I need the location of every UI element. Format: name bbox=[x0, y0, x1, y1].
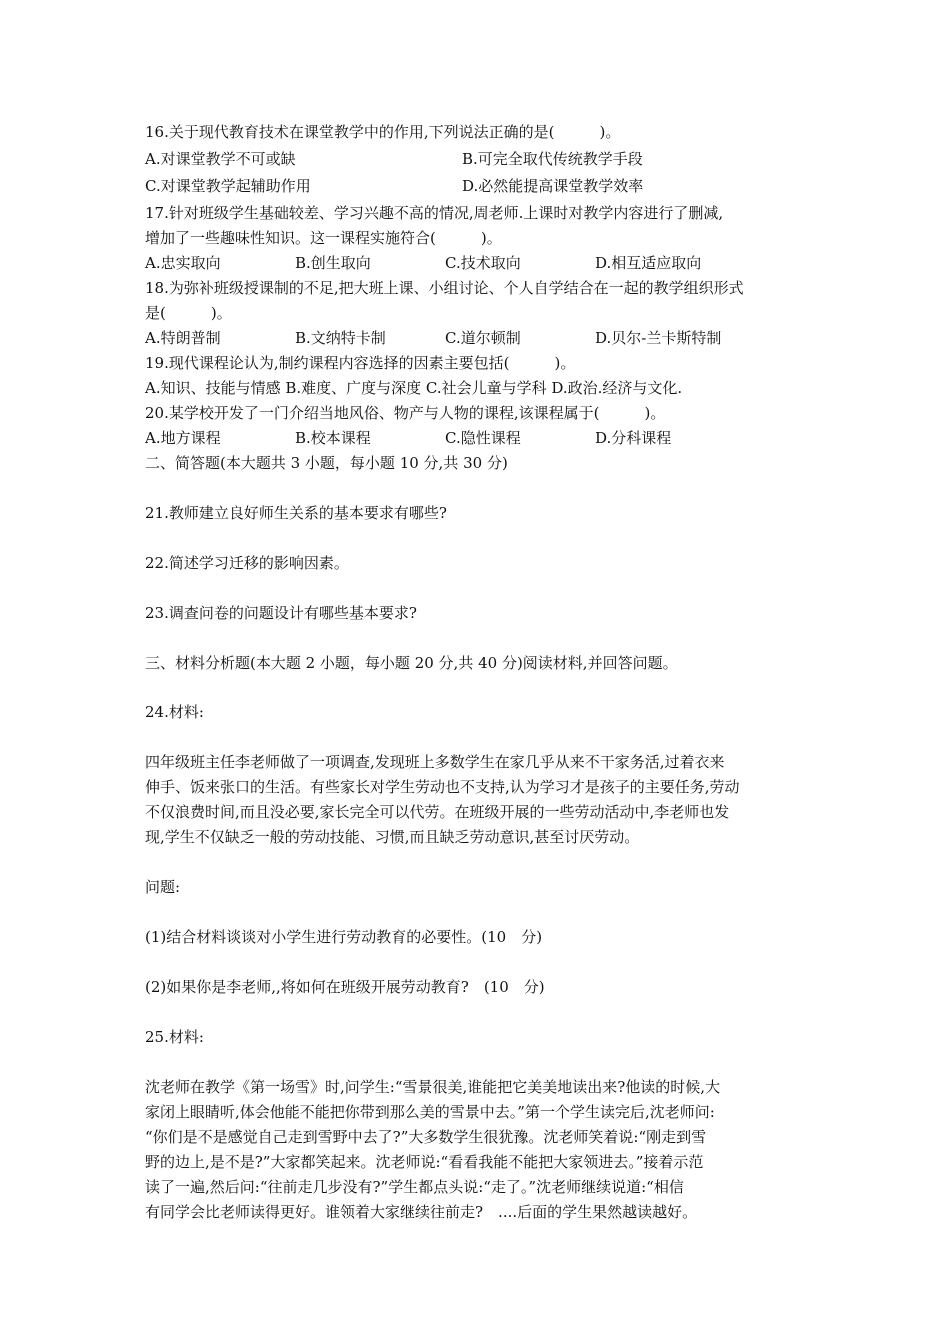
q18-stem-line1: 18.为弥补班级授课制的不足,把大班上课、小组讨论、个人自学结合在一起的教学组织形式 bbox=[145, 279, 744, 297]
q17-stem-line1: 17.针对班级学生基础较差、学习兴趣不高的情况,周老师.上课时对教学内容进行了删减, bbox=[145, 204, 724, 222]
q17-option-d: D.相互适应取向 bbox=[595, 254, 702, 272]
q18-options bbox=[145, 326, 825, 351]
q16-option-c: C.对课堂教学起辅助作用 bbox=[145, 177, 311, 195]
q16-stem: 16.关于现代教育技术在课堂教学中的作用,下列说法正确的是( )。 bbox=[145, 123, 621, 141]
q18-option-d: D.贝尔-兰卡斯特制 bbox=[595, 329, 722, 347]
section2-heading: 二、简答题(本大题共 3 小题，每小题 10 分,共 30 分) bbox=[145, 454, 508, 472]
q25-material-line6: 有同学会比老师读得更好。谁领着大家继续往前走? ....后面的学生果然越读越好。 bbox=[145, 1203, 698, 1221]
q17-option-c: C.技术取向 bbox=[445, 254, 521, 272]
q25-material-line5: 读了一遍,然后问:“往前走几步没有?”学生都点头说:“走了。”沈老师继续说道:“相信 bbox=[145, 1178, 684, 1196]
q16-options-row1 bbox=[145, 147, 825, 172]
q22-text: 22.简述学习迁移的影响因素。 bbox=[145, 554, 349, 572]
q24-material-line3: 不仅浪费时间,而且没必要,家长完全可以代劳。在班级开展的一些劳动活动中,李老师也发 bbox=[145, 803, 730, 821]
q17-option-b: B.创生取向 bbox=[295, 254, 371, 272]
q16-option-d: D.必然能提高课堂教学效率 bbox=[462, 177, 644, 195]
q16-option-b: B.可完全取代传统教学手段 bbox=[462, 150, 643, 168]
q25-material-line3: “你们是不是感觉自己走到雪野中去了?”大多数学生很犹豫。沈老师笑着说:“刚走到雪 bbox=[145, 1128, 707, 1146]
q18-stem-line2: 是( )。 bbox=[145, 304, 232, 322]
q18-option-b: B.文纳特卡制 bbox=[295, 329, 386, 347]
q25-material-line1: 沈老师在教学《第一场雪》时,问学生:“雪景很美,谁能把它美美地读出来?他读的时候,大 bbox=[145, 1078, 721, 1096]
q24-subquestion-1: (1)结合材料谈谈对小学生进行劳动教育的必要性。(10 分) bbox=[145, 928, 543, 946]
q20-option-a: A.地方课程 bbox=[145, 429, 221, 447]
q21-text: 21.教师建立良好师生关系的基本要求有哪些? bbox=[145, 504, 447, 522]
q18-option-c: C.道尔顿制 bbox=[445, 329, 521, 347]
q24-material-line4: 现,学生不仅缺乏一般的劳动技能、习惯,而且缺乏劳动意识,甚至讨厌劳动。 bbox=[145, 828, 640, 846]
q20-option-b: B.校本课程 bbox=[295, 429, 371, 447]
q24-questions-label: 问题: bbox=[145, 878, 181, 896]
q20-stem: 20.某学校开发了一门介绍当地风俗、物产与人物的课程,该课程属于( )。 bbox=[145, 404, 666, 422]
q24-material-line1: 四年级班主任李老师做了一项调查,发现班上多数学生在家几乎从来不干家务活,过着衣来 bbox=[145, 753, 725, 771]
q25-material-line2: 家闭上眼睛听,体会他能不能把你带到那么美的雪景中去。”第一个学生读完后,沈老师问: bbox=[145, 1103, 715, 1121]
q20-option-c: C.隐性课程 bbox=[445, 429, 521, 447]
q19-stem: 19.现代课程论认为,制约课程内容选择的因素主要包括( )。 bbox=[145, 354, 576, 372]
q18-option-a: A.特朗普制 bbox=[145, 329, 221, 347]
q19-options: A.知识、技能与情感 B.难度、广度与深度 C.社会儿童与学科 D.政治.经济与文化. bbox=[145, 379, 683, 397]
q17-option-a: A.忠实取向 bbox=[145, 254, 221, 272]
q16-option-a: A.对课堂教学不可或缺 bbox=[145, 150, 296, 168]
section3-heading: 三、材料分析题(本大题 2 小题，每小题 20 分,共 40 分)阅读材料,并回答问题。 bbox=[145, 654, 678, 672]
q24-material-line2: 伸手、饭来张口的生活。有些家长对学生劳动也不支持,认为学习才是孩子的主要任务,劳动 bbox=[145, 778, 740, 796]
q17-options bbox=[145, 251, 825, 276]
q20-option-d: D.分科课程 bbox=[595, 429, 672, 447]
q20-options bbox=[145, 426, 825, 451]
q25-label: 25.材料: bbox=[145, 1028, 204, 1046]
q25-material-line4: 野的边上,是不是?”大家都笑起来。沈老师说:“看看我能不能把大家领进去。”接着示范 bbox=[145, 1153, 704, 1171]
q16-options-row2 bbox=[145, 174, 825, 199]
q17-stem-line2: 增加了一些趣味性知识。这一课程实施符合( )。 bbox=[145, 229, 502, 247]
q24-label: 24.材料: bbox=[145, 703, 204, 721]
q23-text: 23.调查问卷的问题设计有哪些基本要求? bbox=[145, 604, 417, 622]
q24-subquestion-2: (2)如果你是李老师,,将如何在班级开展劳动教育? (10 分) bbox=[145, 978, 545, 996]
